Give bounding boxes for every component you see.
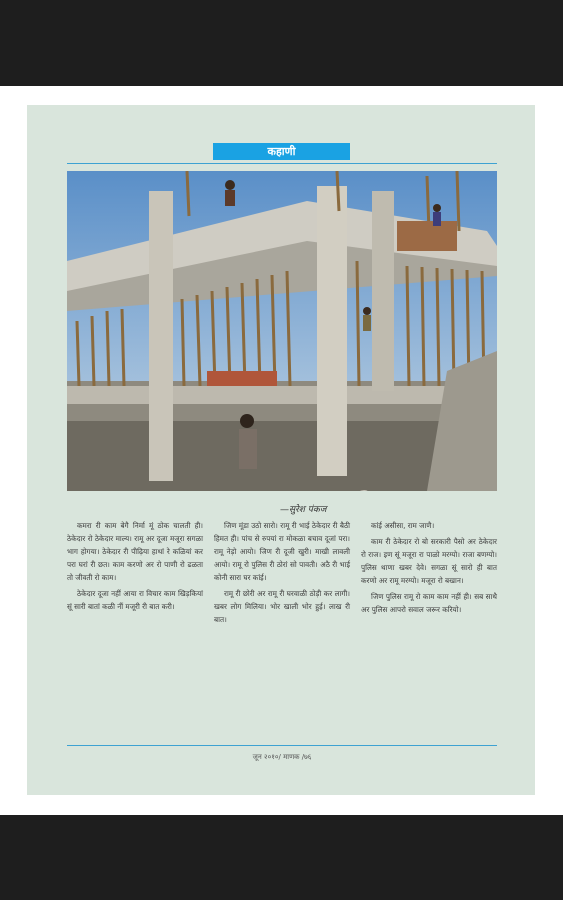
paragraph: कमरा री काम बेगै निर्मा मूं ठोक चालती ही। ठेकेदार रो ठेकेदार माल्य। रामू अर दूजा मजूरा सगळा भाग होगया। ठेकेदार री पीढ़िया हाथां रे कळियां कर परा घरां री छत। काम करणो अर रो पाणी रो ढळता तो जीवती रो काम।	[67, 521, 203, 582]
section-tag: कहाणी	[213, 143, 350, 160]
magazine-page	[0, 86, 563, 815]
column-1	[67, 519, 203, 629]
top-bar	[0, 0, 563, 86]
paragraph: कांई असीसा, राम जाणै।	[371, 521, 435, 530]
column-3	[361, 519, 497, 629]
construction-photo	[67, 171, 497, 491]
paragraph: जिण पुलिस रामू रो काम काम नहीं ही। सब साथै अर पुलिस आपरो सवाल जरूर करियो।	[361, 592, 497, 614]
bottom-rule	[67, 745, 497, 746]
bottom-bar	[0, 815, 563, 900]
article-panel	[27, 105, 535, 795]
paragraph: काम री ठेकेदार रो बो सरकारी पैसो अर ठेकेदार रो राज। इण सूं मजूरा रा पाळो मरग्यो। राजा बणग्यो। पुलिस थाणा खबर देवे। सगळा सूं सारो ही बात करणो अर रामू मरग्यो। मजूरा रो बखान।	[361, 537, 497, 585]
author-byline: —सुरेश पंकज	[280, 505, 327, 515]
paragraph: ठेकेदार दूजा नहीं आया रा विचार काम खिड़कियां सूं सारी बातां कळी नीं मजूरी री बात करी।	[67, 589, 203, 611]
photo-illustration	[67, 171, 497, 491]
story-title	[182, 484, 383, 491]
article-body	[67, 519, 497, 629]
paragraph: रामू री छोरी अर रामू री घरवाळी ठोड़ी कर लागी। खबर लोग मिलिया। भोर खाली भोर हुई। लाख री बात।	[214, 589, 350, 624]
paragraph: जिण मूंडा उठो सारो। रामू री भाई ठेकेदार री बैठी हिमत ही। पांच से रुपयां रा मोकळा बचाव दूजां परा। रामू नेड़ो आयो। जिण री दूजी खुरी। माखी लावली आयो। रामू रो पुलिस री ठोरां सो पावती। अठै री भाई कोनी सारा घर कांई।	[214, 521, 350, 582]
column-2	[214, 519, 350, 629]
top-rule	[67, 163, 497, 164]
page-footer: जून २०१०/ माणक /७६	[252, 753, 312, 761]
